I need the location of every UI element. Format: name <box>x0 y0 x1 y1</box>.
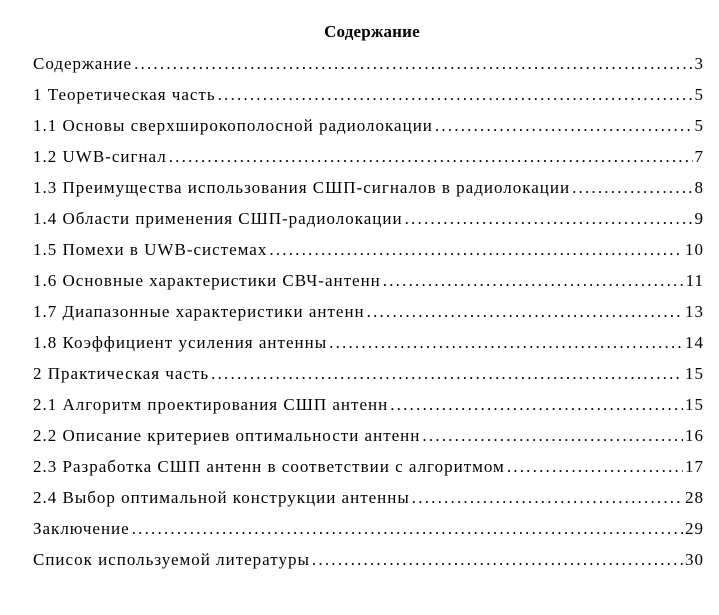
toc-entry-title: 1.3 Преимущества использования СШП-сигналов в радиолокации <box>33 178 571 197</box>
toc-entry <box>33 550 704 581</box>
toc-entry-title: 2.2 Описание критериев оптимальности антенн <box>33 426 421 445</box>
toc-entry-page: 28 <box>685 488 704 507</box>
toc-leader-dots <box>422 426 683 446</box>
toc-entry-page: 15 <box>685 364 704 383</box>
toc-entry-title: 1.5 Помехи в UWB-системах <box>33 240 268 259</box>
toc-entry-title: 2.1 Алгоритм проектирования СШП антенн <box>33 395 389 414</box>
toc-leader-dots <box>383 271 684 291</box>
toc-entry <box>33 426 704 457</box>
toc-entry-page: 3 <box>694 54 704 73</box>
toc-entry-page: 13 <box>685 302 704 321</box>
toc-entry-page: 29 <box>685 519 704 538</box>
toc-entry-title: 1 Теоретическая часть <box>33 85 216 104</box>
toc-entry <box>33 85 704 116</box>
toc-entry-page: 30 <box>685 550 704 569</box>
toc-leader-dots <box>572 178 692 198</box>
toc-entry-title: Список используемой литературы <box>33 550 310 569</box>
toc-leader-dots <box>412 488 683 508</box>
toc-entry-page: 15 <box>685 395 704 414</box>
toc-entry-page: 11 <box>685 271 704 290</box>
toc-entry-title: 1.4 Области применения СШП-радиолокации <box>33 209 403 228</box>
toc-entry-page: 5 <box>694 116 704 135</box>
toc-leader-dots <box>367 302 683 322</box>
toc-entry <box>33 209 704 240</box>
toc-entry <box>33 333 704 364</box>
toc-leader-dots <box>132 519 683 539</box>
toc-entry <box>33 178 704 209</box>
table-of-contents <box>33 54 704 581</box>
toc-leader-dots <box>312 550 683 570</box>
toc-entry-title: 1.2 UWB-сигнал <box>33 147 167 166</box>
toc-leader-dots <box>218 85 693 105</box>
toc-leader-dots <box>134 54 692 74</box>
toc-entry-page: 10 <box>685 240 704 259</box>
toc-entry-page: 7 <box>694 147 704 166</box>
toc-leader-dots <box>405 209 693 229</box>
toc-leader-dots <box>390 395 683 415</box>
toc-entry-title: 1.7 Диапазонные характеристики антенн <box>33 302 365 321</box>
toc-entry-title: Заключение <box>33 519 130 538</box>
toc-entry <box>33 240 704 271</box>
toc-entry-title: 2.3 Разработка СШП антенн в соответствии с алгоритмом <box>33 457 505 476</box>
toc-entry <box>33 488 704 519</box>
toc-entry-page: 14 <box>685 333 704 352</box>
toc-leader-dots <box>269 240 683 260</box>
toc-entry <box>33 147 704 178</box>
toc-entry <box>33 519 704 550</box>
toc-entry-page: 8 <box>694 178 704 197</box>
toc-leader-dots <box>169 147 693 167</box>
toc-entry-title: 2.4 Выбор оптимальной конструкции антенны <box>33 488 410 507</box>
toc-entry <box>33 54 704 85</box>
toc-leader-dots <box>329 333 683 353</box>
toc-entry <box>33 116 704 147</box>
toc-entry-title: 1.8 Коэффициент усиления антенны <box>33 333 328 352</box>
toc-entry-title: 1.1 Основы сверхширокополосной радиолокации <box>33 116 433 135</box>
toc-leader-dots <box>507 457 683 477</box>
toc-leader-dots <box>435 116 693 136</box>
toc-entry <box>33 302 704 333</box>
toc-entry <box>33 457 704 488</box>
toc-entry-page: 17 <box>685 457 704 476</box>
toc-entry <box>33 364 704 395</box>
toc-entry <box>33 271 704 302</box>
toc-entry-page: 16 <box>685 426 704 445</box>
toc-entry-page: 5 <box>694 85 704 104</box>
toc-entry-title: 2 Практическая часть <box>33 364 210 383</box>
toc-entry-page: 9 <box>694 209 704 228</box>
toc-entry-title: 1.6 Основные характеристики СВЧ-антенн <box>33 271 381 290</box>
toc-entry-title: Содержание <box>33 54 133 73</box>
toc-entry <box>33 395 704 426</box>
toc-title: Содержание <box>324 22 420 41</box>
toc-leader-dots <box>211 364 683 384</box>
